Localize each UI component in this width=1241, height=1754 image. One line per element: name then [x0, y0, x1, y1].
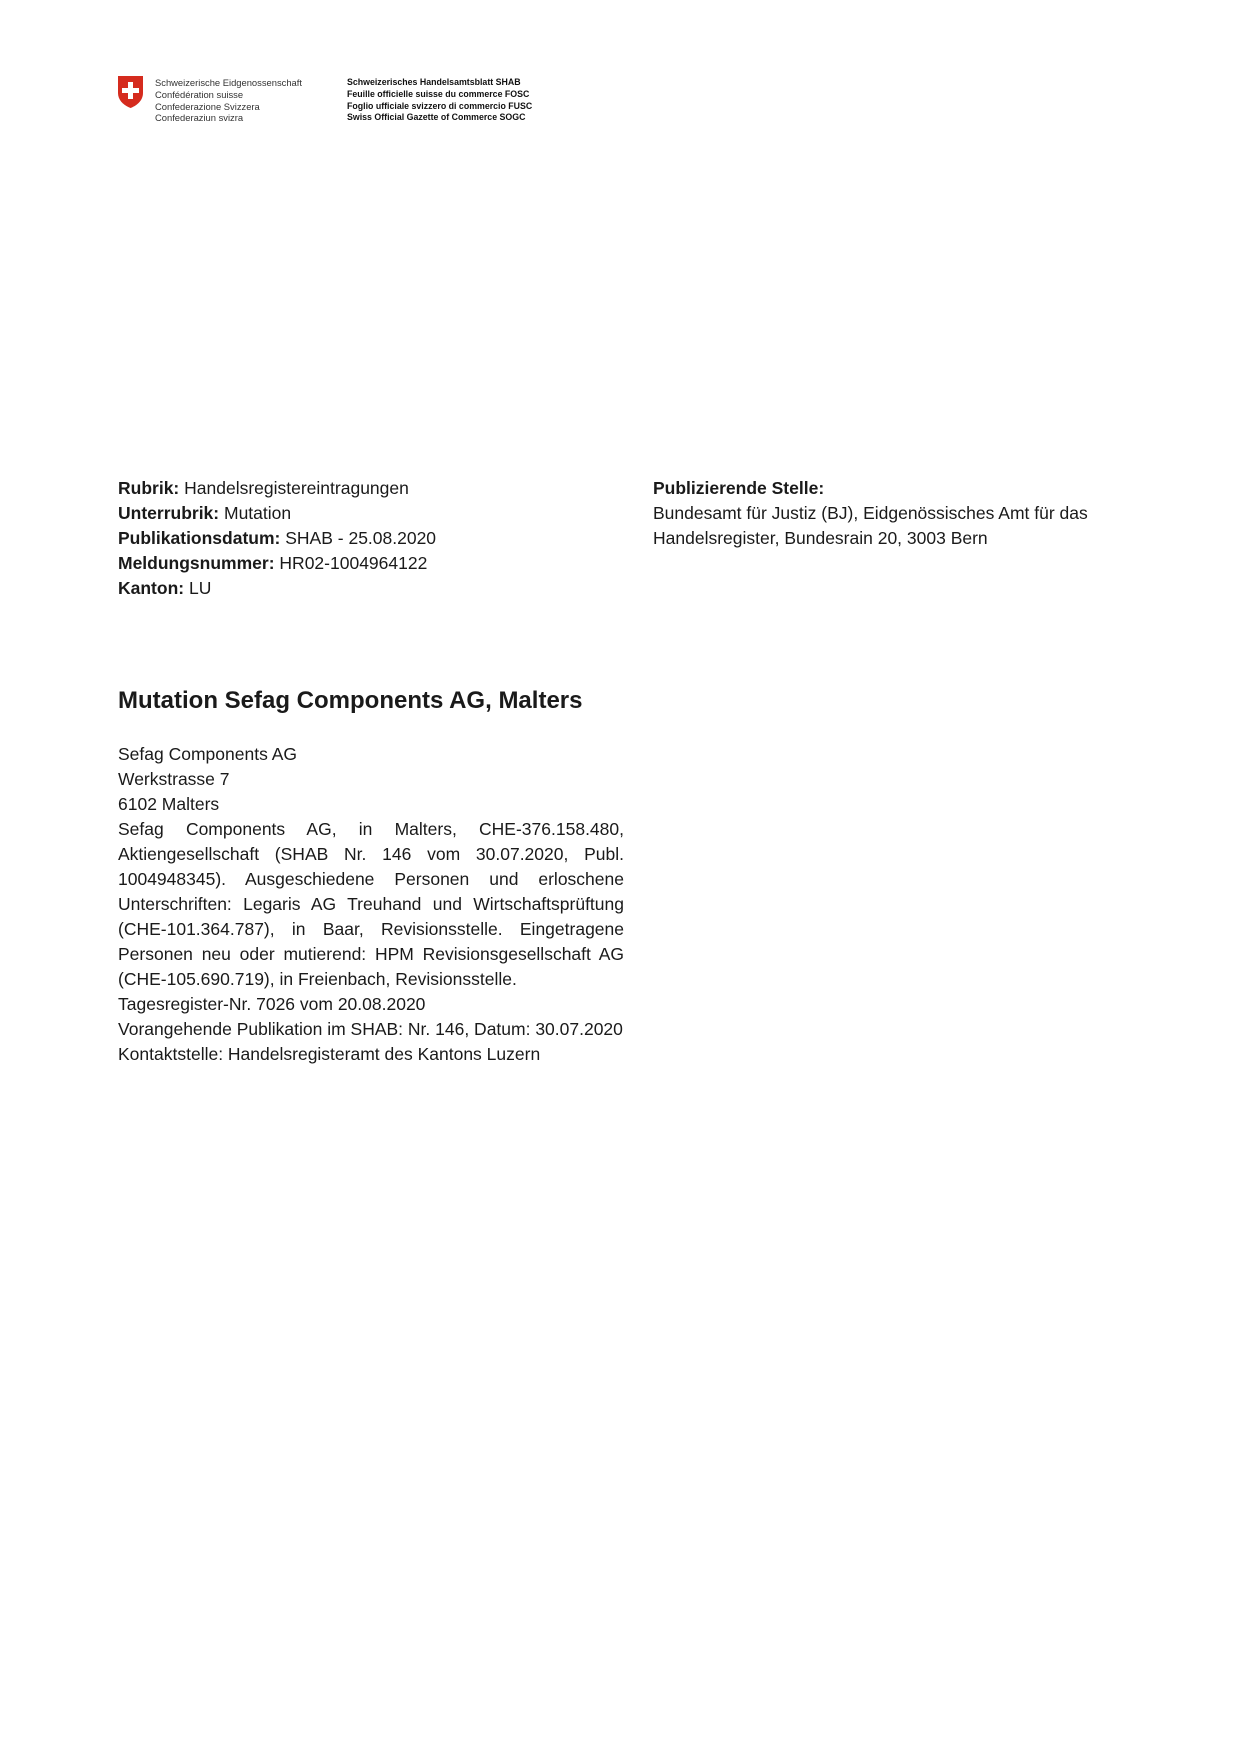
administration-name-de: Schweizerische Eidgenossenschaft	[155, 77, 302, 88]
gazette-name-en: Swiss Official Gazette of Commerce SOGC	[347, 112, 526, 123]
unterrubrik-row	[118, 501, 618, 526]
publisher-heading: Publizierende Stelle:	[653, 478, 825, 498]
publikationsdatum-value: SHAB - 25.08.2020	[285, 528, 437, 548]
publikationsdatum-label: Publikationsdatum:	[118, 528, 281, 548]
tagesregister-line: Tagesregister-Nr. 7026 vom 20.08.2020	[118, 994, 426, 1014]
publisher-block	[653, 476, 1163, 551]
previous-publication-line: Vorangehende Publikation im SHAB: Nr. 146, Datum: 30.07.2020	[118, 1019, 623, 1039]
company-city: 6102 Malters	[118, 794, 220, 814]
gazette-name-it: Foglio ufficiale svizzero di commercio FUSC	[347, 100, 533, 111]
publisher-text: Bundesamt für Justiz (BJ), Eidgenössisches Amt für das Handelsregister, Bundesrain 20, 3003 Bern	[653, 503, 1088, 548]
kanton-value: LU	[188, 578, 212, 598]
administration-name-rm: Confederaziun svizra	[155, 112, 244, 124]
kanton-label: Kanton:	[118, 578, 185, 598]
notice-title: Mutation Sefag Components AG, Malters	[118, 687, 583, 714]
kanton-row	[118, 576, 618, 601]
meldungsnummer-row	[118, 551, 618, 576]
rubrik-value: Handelsregistereintragungen	[184, 478, 409, 498]
gazette-name-de: Schweizerisches Handelsamtsblatt SHAB	[347, 77, 521, 87]
administration-names	[155, 77, 345, 124]
rubrik-row	[118, 476, 618, 501]
unterrubrik-value: Mutation	[224, 503, 292, 523]
swiss-cross-shield-icon	[117, 75, 144, 109]
meldungsnummer-label: Meldungsnummer:	[118, 553, 275, 573]
company-street: Werkstrasse 7	[118, 769, 230, 789]
contact-line: Kontaktstelle: Handelsregisteramt des Kantons Luzern	[118, 1044, 541, 1064]
rubrik-label: Rubrik:	[118, 478, 180, 498]
gazette-names	[347, 77, 577, 124]
meldungsnummer-value: HR02-1004964122	[279, 553, 428, 573]
publikationsdatum-row	[118, 526, 618, 551]
publication-metadata	[118, 476, 618, 601]
company-name: Sefag Components AG	[118, 744, 297, 764]
notice-body	[118, 742, 624, 1067]
administration-name-it: Confederazione Svizzera	[155, 100, 260, 112]
notice-description: Sefag Components AG, in Malters, CHE-376.158.480, Aktiengesellschaft (SHAB Nr. 146 vom 30.07.2020, Publ. 1004948345). Ausgeschiedene Personen und erloschene Unterschriften: Legaris AG Treuhand und Wirtschaftsprüftung (CHE-101.364.787), in Baar, Revisionsstelle. Eingetragene Personen neu oder mutierend: HPM Revisionsgesellschaft AG (CHE-105.690.719), in Freienbach, Revisionsstelle.	[118, 819, 624, 989]
gazette-name-fr: Feuille officielle suisse du commerce FOSC	[347, 88, 530, 99]
unterrubrik-label: Unterrubrik:	[118, 503, 220, 523]
administration-name-fr: Confédération suisse	[155, 88, 244, 100]
